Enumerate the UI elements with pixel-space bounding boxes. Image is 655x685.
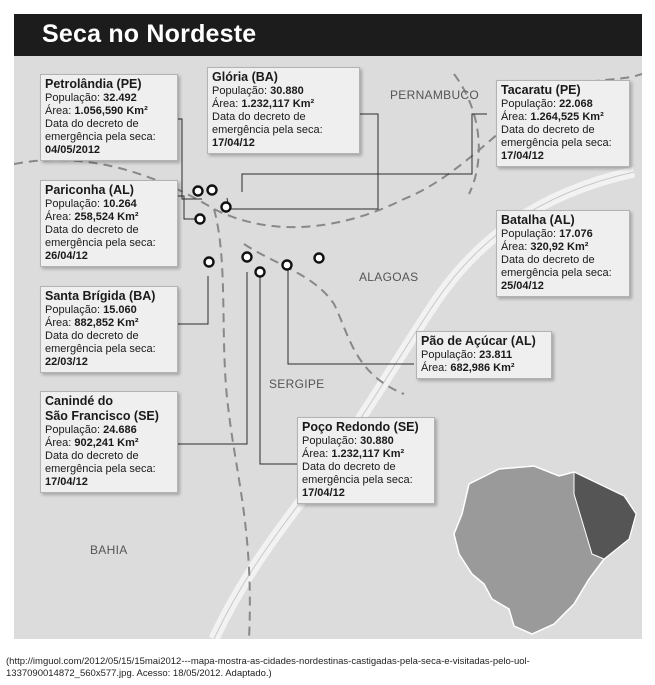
city-name: Santa Brígida (BA) (45, 289, 156, 303)
region-label-pernambuco: PERNAMBUCO (390, 88, 480, 102)
city-marker-santa-brigida (205, 258, 214, 267)
city-decree-date: 17/04/12 (45, 476, 88, 488)
city-decree-date: 25/04/12 (501, 280, 544, 292)
city-population: 15.060 (103, 304, 137, 316)
city-name: Pariconha (AL) (45, 183, 134, 197)
region-label-alagoas: ALAGOAS (359, 270, 419, 284)
city-name: Glória (BA) (212, 70, 278, 84)
city-area: 1.056,590 Km² (74, 105, 148, 117)
city-card-tacaratu: Tacaratu (PE) População: 22.068 Área: 1.264,525 Km² Data do decreto de emergência pela seca: 17/04/12 (496, 80, 630, 167)
city-marker-poco-redondo (256, 268, 265, 277)
city-area: 1.264,525 Km² (530, 111, 604, 123)
city-population: 30.880 (270, 85, 304, 97)
brazil-inset-map (454, 466, 636, 634)
city-population: 10.264 (103, 198, 137, 210)
city-population: 17.076 (559, 228, 593, 240)
city-card-gloria: Glória (BA) População: 30.880 Área: 1.232,117 Km² Data do decreto de emergência pela seca: 17/04/12 (207, 67, 360, 154)
city-card-poco-redondo: Poço Redondo (SE) População: 30.880 Área: 1.232,117 Km² Data do decreto de emergência pela seca: 17/04/12 (297, 417, 435, 504)
map-panel (14, 14, 642, 639)
city-name-line-2: São Francisco (SE) (45, 409, 159, 423)
city-marker-batalha (315, 254, 324, 263)
city-name: Pão de Açúcar (AL) (421, 334, 536, 348)
city-marker-gloria (208, 186, 217, 195)
city-marker-petrolandia (194, 187, 203, 196)
city-card-santa-brigida: Santa Brígida (BA) População: 15.060 Área: 882,852 Km² Data do decreto de emergência pela seca: 22/03/12 (40, 286, 178, 373)
state-border (244, 244, 404, 394)
title-bar (14, 14, 642, 56)
city-card-caninde: Canindé do São Francisco (SE) População: 24.686 Área: 902,241 Km² Data do decreto de emergência pela seca: 17/04/12 (40, 391, 178, 493)
city-name: Batalha (AL) (501, 213, 575, 227)
city-area: 320,92 Km² (530, 241, 589, 253)
city-name: Tacaratu (PE) (501, 83, 581, 97)
city-decree-date: 17/04/12 (302, 487, 345, 499)
region-label-sergipe: SERGIPE (269, 377, 325, 391)
city-card-pao-de-acucar: Pão de Açúcar (AL) População: 23.811 Área: 682,986 Km² (416, 331, 552, 379)
city-decree-date: 17/04/12 (501, 150, 544, 162)
city-decree-date: 17/04/12 (212, 137, 255, 149)
city-area: 258,524 Km² (74, 211, 139, 223)
city-population: 22.068 (559, 98, 593, 110)
city-marker-caninde (243, 253, 252, 262)
city-population: 24.686 (103, 424, 137, 436)
source-caption-line-2: 1337090014872_560x577.jpg. Acesso: 18/05/2012. Adaptado.) (6, 668, 272, 679)
city-card-pariconha: Pariconha (AL) População: 10.264 Área: 258,524 Km² Data do decreto de emergência pela seca: 26/04/12 (40, 180, 178, 267)
city-area: 1.232,117 Km² (241, 98, 315, 110)
city-name-line-1: Canindé do (45, 394, 114, 408)
region-label-bahia: BAHIA (90, 543, 128, 557)
city-area: 902,241 Km² (74, 437, 139, 449)
city-name: Poço Redondo (SE) (302, 420, 419, 434)
city-population: 32.492 (103, 92, 137, 104)
city-decree-date: 26/04/12 (45, 250, 88, 262)
city-decree-date: 22/03/12 (45, 356, 88, 368)
city-decree-date: 04/05/2012 (45, 144, 101, 156)
city-card-petrolandia: Petrolândia (PE) População: 32.492 Área: 1.056,590 Km² Data do decreto de emergência pela seca: 04/05/2012 (40, 74, 178, 161)
city-marker-tacaratu (222, 203, 231, 212)
city-area: 882,852 Km² (74, 317, 139, 329)
map-title: Seca no Nordeste (42, 20, 257, 48)
city-population: 23.811 (479, 349, 513, 361)
source-caption (6, 656, 646, 680)
city-population: 30.880 (360, 435, 394, 447)
source-caption-line-1: (http://imguol.com/2012/05/15/15mai2012---mapa-mostra-as-cidades-nordestinas-castigadas-pela-seca-e-visitadas-pelo-uol- (6, 656, 530, 667)
city-area: 682,986 Km² (450, 362, 515, 374)
city-card-batalha: Batalha (AL) População: 17.076 Área: 320,92 Km² Data do decreto de emergência pela seca: 25/04/12 (496, 210, 630, 297)
city-marker-pariconha (196, 215, 205, 224)
city-marker-pao-de-acucar (283, 261, 292, 270)
city-area: 1.232,117 Km² (331, 448, 405, 460)
city-name: Petrolândia (PE) (45, 77, 142, 91)
